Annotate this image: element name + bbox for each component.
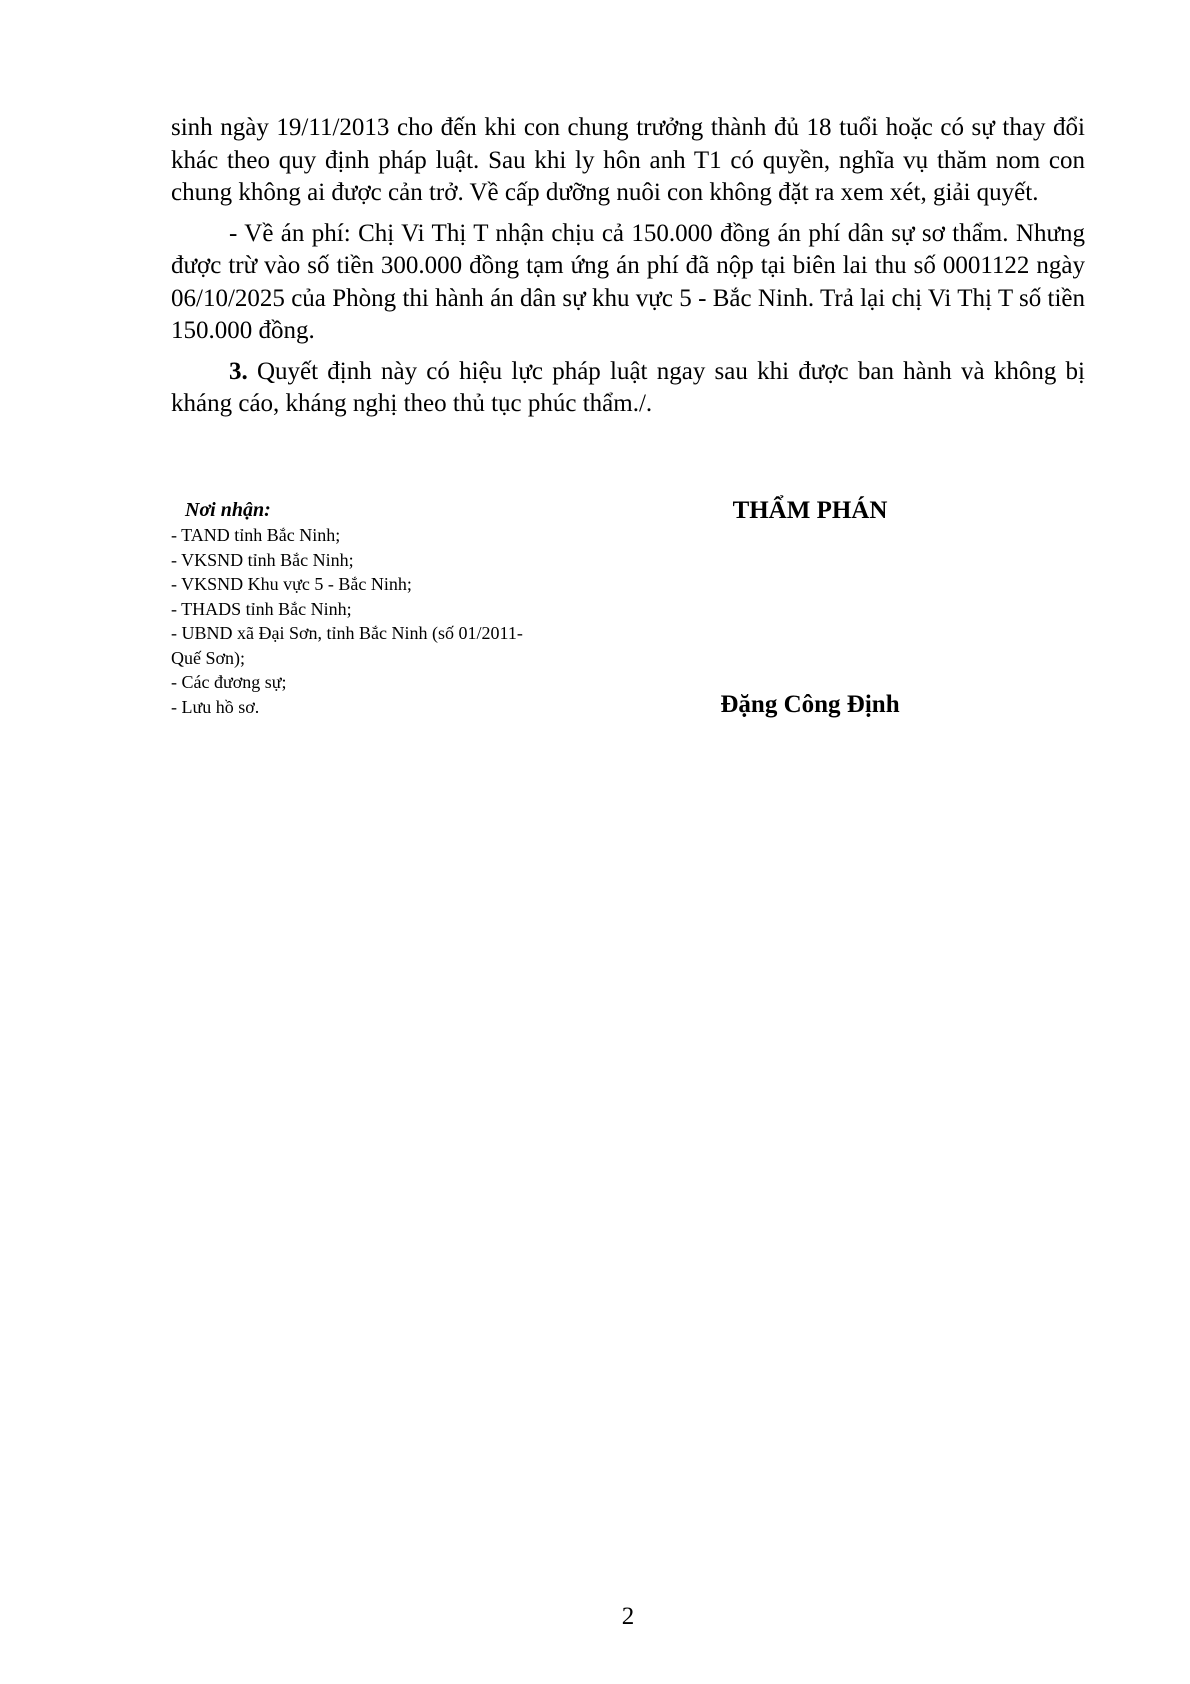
paragraph-effectiveness (171, 356, 1085, 421)
recipient-item: - VKSND Khu vực 5 - Bắc Ninh; (171, 574, 412, 594)
recipients-title: Nơi nhận: (185, 499, 271, 521)
recipient-item: - TAND tỉnh Bắc Ninh; (171, 525, 341, 545)
paragraph-child-custody: sinh ngày 19/11/2013 cho đến khi con chung trưởng thành đủ 18 tuổi hoặc có sự thay đổi khác theo quy định pháp luật. Sau khi ly hôn anh T1 có quyền, nghĩa vụ thăm nom con chung không ai được cản trở. Về cấp dưỡng nuôi con không đặt ra xem xét, giải quyết. (171, 114, 1085, 206)
clause-number: 3. (229, 357, 248, 385)
signer-title: THẨM PHÁN (732, 497, 888, 524)
clause-text: Quyết định này có hiệu lực pháp luật ngay sau khi được ban hành và không bị kháng cáo, kháng nghị theo thủ tục phúc thẩm./. (171, 357, 1085, 417)
recipient-item: - Lưu hồ sơ. (171, 696, 260, 717)
page-number: 2 (621, 1603, 635, 1630)
recipient-item: - THADS tỉnh Bắc Ninh; (171, 598, 352, 619)
recipient-item: - UBND xã Đại Sơn, tỉnh Bắc Ninh (số 01/2011-Quế Sơn); (171, 623, 523, 668)
paragraph-court-fee: - Về án phí: Chị Vi Thị T nhận chịu cả 150.000 đồng án phí dân sự sơ thẩm. Nhưng được trừ vào số tiền 300.000 đồng tạm ứng án phí đã nộp tại biên lai thu số 0001122 ngày 06/10/2025 của Phòng thi hành án dân sự khu vực 5 - Bắc Ninh. Trả lại chị Vi Thị T số tiền 150.000 đồng. (171, 219, 1085, 344)
recipients-list (171, 523, 541, 719)
document-body (171, 112, 1085, 429)
recipient-item: - Các đương sự; (171, 672, 287, 692)
recipients-block (171, 498, 541, 719)
recipient-item: - VKSND tỉnh Bắc Ninh; (171, 549, 354, 570)
signer-name: Đặng Công Định (720, 691, 900, 718)
